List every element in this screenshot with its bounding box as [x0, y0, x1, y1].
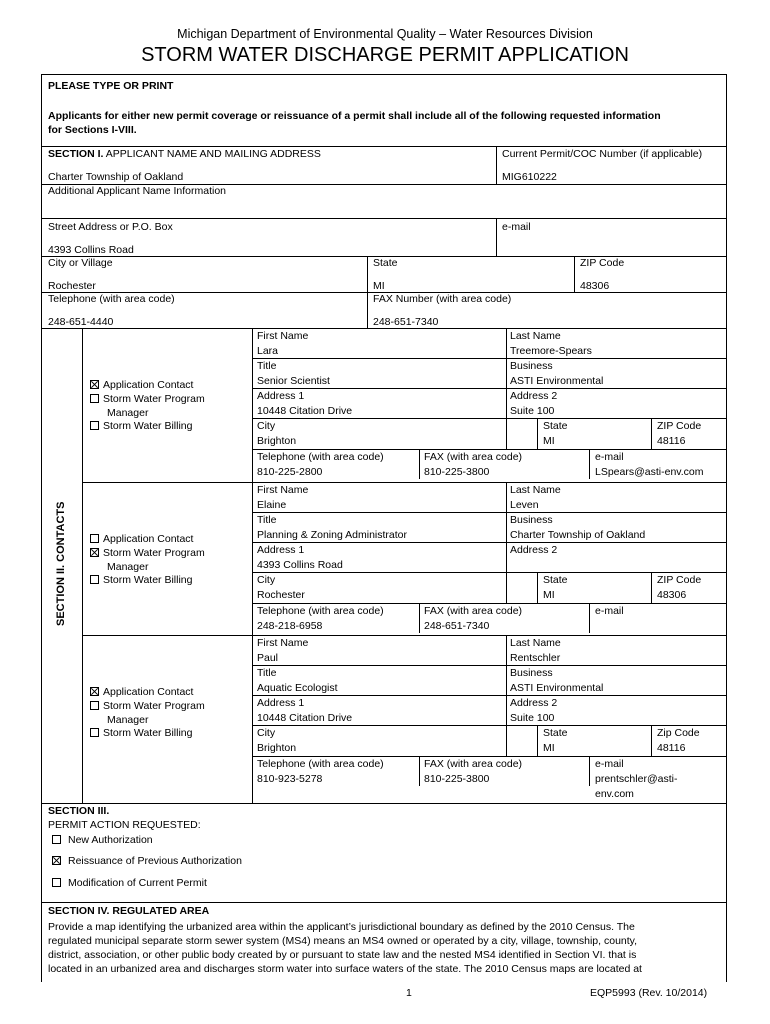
city-field[interactable]: Rochester — [48, 280, 96, 292]
contact3-email[interactable]: prentschler@asti- — [595, 773, 678, 785]
additional-name-label: Additional Applicant Name Information — [48, 185, 227, 197]
fax-label: FAX Number (with area code) — [373, 293, 512, 305]
section4-line1: Provide a map identifying the urbanized area within the applicant’s jurisdictional boundary as defined by the 2010 Census. The — [48, 921, 635, 933]
contact1-title-label: Title — [257, 360, 277, 372]
contact3-storm-program-label2: Manager — [107, 714, 149, 726]
section1-heading: SECTION I. APPLICANT NAME AND MAILING ADDRESS — [48, 148, 321, 160]
instructions-line1: Applicants for either new permit coverage or reissuance of a permit shall include all of the following requested information — [48, 110, 661, 122]
contact2-last-name-label: Last Name — [510, 484, 561, 496]
permit-action-option[interactable] — [52, 855, 242, 868]
contact2-zip-label: ZIP Code — [657, 574, 702, 586]
contact1-business[interactable]: ASTI Environmental — [510, 375, 604, 387]
section2-vertical-label: SECTION II. CONTACTS — [55, 501, 67, 626]
contact2-first-name[interactable]: Elaine — [257, 499, 287, 511]
zip-field[interactable]: 48306 — [580, 280, 610, 292]
contact3-fax-label: FAX (with area code) — [424, 758, 523, 770]
contact2-title[interactable]: Planning & Zoning Administrator — [257, 529, 407, 541]
contact2-city[interactable]: Rochester — [257, 589, 305, 601]
zip-label: ZIP Code — [580, 257, 625, 269]
contact2-first-name-label: First Name — [257, 484, 309, 496]
street-label: Street Address or P.O. Box — [48, 221, 173, 233]
contact3-storm-billing-label: Storm Water Billing — [103, 727, 193, 739]
contact2-storm-billing-checkbox[interactable] — [90, 575, 99, 584]
contact1-zip-label: ZIP Code — [657, 420, 702, 432]
contact1-city-label: City — [257, 420, 276, 432]
contact2-zip[interactable]: 48306 — [657, 589, 687, 601]
form-id: EQP5993 (Rev. 10/2014) — [590, 987, 708, 999]
contact2-state[interactable]: MI — [543, 589, 555, 601]
contact1-telephone[interactable]: 810-225-2800 — [257, 466, 323, 478]
contact2-storm-program-checkbox[interactable] — [90, 548, 99, 557]
contact3-business[interactable]: ASTI Environmental — [510, 682, 604, 694]
contact1-fax-label: FAX (with area code) — [424, 451, 523, 463]
contact1-zip[interactable]: 48116 — [657, 435, 686, 447]
contact3-first-name-label: First Name — [257, 637, 309, 649]
contact3-address2-label: Address 2 — [510, 697, 558, 709]
contact2-storm-program-label2: Manager — [107, 561, 149, 573]
contact1-address1-label: Address 1 — [257, 390, 305, 402]
contact2-last-name[interactable]: Leven — [510, 499, 539, 511]
contact1-last-name[interactable]: Treemore-Spears — [510, 345, 592, 357]
contact1-business-label: Business — [510, 360, 553, 372]
section4-heading: SECTION IV. REGULATED AREA — [48, 905, 210, 917]
contact3-application-contact-label: Application Contact — [103, 686, 194, 698]
permit-action-option[interactable] — [52, 877, 207, 890]
contact3-city[interactable]: Brighton — [257, 742, 297, 754]
contact2-state-label: State — [543, 574, 568, 586]
contact2-application-contact[interactable] — [90, 533, 193, 546]
email-label: e-mail — [502, 221, 531, 233]
section3-subheading: PERMIT ACTION REQUESTED: — [48, 819, 201, 831]
contact2-telephone-label: Telephone (with area code) — [257, 605, 384, 617]
contact3-title[interactable]: Aquatic Ecologist — [257, 682, 338, 694]
permit-number-field[interactable]: MIG610222 — [502, 171, 557, 183]
contact1-application-contact-label: Application Contact — [103, 379, 194, 391]
contact3-email-label: e-mail — [595, 758, 624, 770]
contact3-business-label: Business — [510, 667, 553, 679]
street-field[interactable]: 4393 Collins Road — [48, 244, 134, 256]
contact3-zip[interactable]: 48116 — [657, 742, 686, 754]
contact1-storm-program-label: Storm Water Program — [103, 393, 205, 405]
state-label: State — [373, 257, 398, 269]
contact1-fax[interactable]: 810-225-3800 — [424, 466, 490, 478]
contact1-address1[interactable]: 10448 Citation Drive — [257, 405, 353, 417]
permit-action-label: Modification of Current Permit — [68, 877, 207, 889]
city-label: City or Village — [48, 257, 113, 269]
contact1-telephone-label: Telephone (with area code) — [257, 451, 384, 463]
contact3-email-line2[interactable]: env.com — [595, 788, 634, 800]
contact1-state[interactable]: MI — [543, 435, 555, 447]
contact3-fax[interactable]: 810-225-3800 — [424, 773, 490, 785]
contact1-first-name[interactable]: Lara — [257, 345, 279, 357]
agency-name: Michigan Department of Environmental Quality – Water Resources Division — [177, 27, 593, 41]
form-title: STORM WATER DISCHARGE PERMIT APPLICATION — [141, 44, 629, 66]
contact3-address2[interactable]: Suite 100 — [510, 712, 555, 724]
contact2-storm-billing[interactable] — [90, 574, 192, 587]
permit-number-label: Current Permit/COC Number (if applicable) — [502, 148, 703, 160]
contact2-business[interactable]: Charter Township of Oakland — [510, 529, 646, 541]
contact1-address2-label: Address 2 — [510, 390, 558, 402]
contact1-application-contact-checkbox[interactable] — [90, 380, 99, 389]
contact2-email-label: e-mail — [595, 605, 624, 617]
contact3-city-label: City — [257, 727, 276, 739]
contact1-storm-billing[interactable] — [90, 420, 192, 433]
contact1-email[interactable]: LSpears@asti-env.com — [595, 466, 704, 478]
contact3-first-name[interactable]: Paul — [257, 652, 279, 664]
permit-action-checkbox[interactable] — [52, 835, 61, 844]
contact3-telephone[interactable]: 810-923-5278 — [257, 773, 323, 785]
contact1-application-contact[interactable] — [90, 379, 193, 392]
contact2-storm-program-label: Storm Water Program — [103, 547, 205, 559]
contact2-storm-program[interactable] — [90, 547, 205, 560]
contact2-address1-label: Address 1 — [257, 544, 305, 556]
type-or-print-note: PLEASE TYPE OR PRINT — [48, 80, 174, 92]
contact3-address1-label: Address 1 — [257, 697, 305, 709]
contact2-city-label: City — [257, 574, 276, 586]
contact3-state[interactable]: MI — [543, 742, 555, 754]
permit-action-option[interactable] — [52, 834, 153, 847]
permit-action-checkbox[interactable] — [52, 878, 61, 887]
contact3-title-label: Title — [257, 667, 277, 679]
contact1-title[interactable]: Senior Scientist — [257, 375, 330, 387]
phone-field[interactable]: 248-651-4440 — [48, 316, 114, 328]
contact2-fax[interactable]: 248-651-7340 — [424, 620, 490, 632]
phone-label: Telephone (with area code) — [48, 293, 175, 305]
contact2-title-label: Title — [257, 514, 277, 526]
contact1-storm-program-label2: Manager — [107, 407, 149, 419]
contact3-address1[interactable]: 10448 Citation Drive — [257, 712, 353, 724]
applicant-name-field[interactable]: Charter Township of Oakland — [48, 171, 184, 183]
page-number: 1 — [406, 987, 412, 999]
contact2-fax-label: FAX (with area code) — [424, 605, 523, 617]
permit-action-label: New Authorization — [68, 834, 153, 846]
contact3-storm-program-checkbox[interactable] — [90, 701, 99, 710]
contact1-storm-program[interactable] — [90, 393, 205, 406]
contact3-zip-label: Zip Code — [657, 727, 700, 739]
contact1-storm-billing-checkbox[interactable] — [90, 421, 99, 430]
contact2-application-contact-checkbox[interactable] — [90, 534, 99, 543]
section4-line2: regulated municipal separate storm sewer system (MS4) means an MS4 owned or operated by a city, village, township, county, — [48, 935, 638, 947]
contact1-storm-program-checkbox[interactable] — [90, 394, 99, 403]
permit-action-checkbox[interactable] — [52, 856, 61, 865]
contact1-storm-billing-label: Storm Water Billing — [103, 420, 193, 432]
contact3-storm-billing[interactable] — [90, 727, 192, 740]
contact3-application-contact-checkbox[interactable] — [90, 687, 99, 696]
contact1-first-name-label: First Name — [257, 330, 309, 342]
contact3-last-name-label: Last Name — [510, 637, 561, 649]
contact3-state-label: State — [543, 727, 568, 739]
contact3-storm-program[interactable] — [90, 700, 205, 713]
contact2-storm-billing-label: Storm Water Billing — [103, 574, 193, 586]
contact1-email-label: e-mail — [595, 451, 624, 463]
contact2-telephone[interactable]: 248-218-6958 — [257, 620, 323, 632]
contact1-state-label: State — [543, 420, 568, 432]
contact3-storm-program-label: Storm Water Program — [103, 700, 205, 712]
contact2-business-label: Business — [510, 514, 553, 526]
fax-field[interactable]: 248-651-7340 — [373, 316, 439, 328]
contact1-city[interactable]: Brighton — [257, 435, 297, 447]
contact3-last-name[interactable]: Rentschler — [510, 652, 561, 664]
section4-line4: located in an urbanized area and discharges storm water into surface waters of the state. The 2010 Census maps are located at — [48, 963, 642, 975]
contact3-storm-billing-checkbox[interactable] — [90, 728, 99, 737]
section4-line3: district, association, or other public body created by or pursuant to state law and the nested MS4 identified in Section VI. that is — [48, 949, 637, 961]
contact3-telephone-label: Telephone (with area code) — [257, 758, 384, 770]
contact1-last-name-label: Last Name — [510, 330, 561, 342]
contact1-address2[interactable]: Suite 100 — [510, 405, 555, 417]
section3-heading: SECTION III. — [48, 805, 110, 817]
permit-action-label: Reissuance of Previous Authorization — [68, 855, 242, 867]
state-field[interactable]: MI — [373, 280, 385, 292]
contact2-address2-label: Address 2 — [510, 544, 558, 556]
contact2-address1[interactable]: 4393 Collins Road — [257, 559, 343, 571]
instructions-line2: for Sections I-VIII. — [48, 124, 137, 136]
contact3-application-contact[interactable] — [90, 686, 193, 699]
contact2-application-contact-label: Application Contact — [103, 533, 194, 545]
